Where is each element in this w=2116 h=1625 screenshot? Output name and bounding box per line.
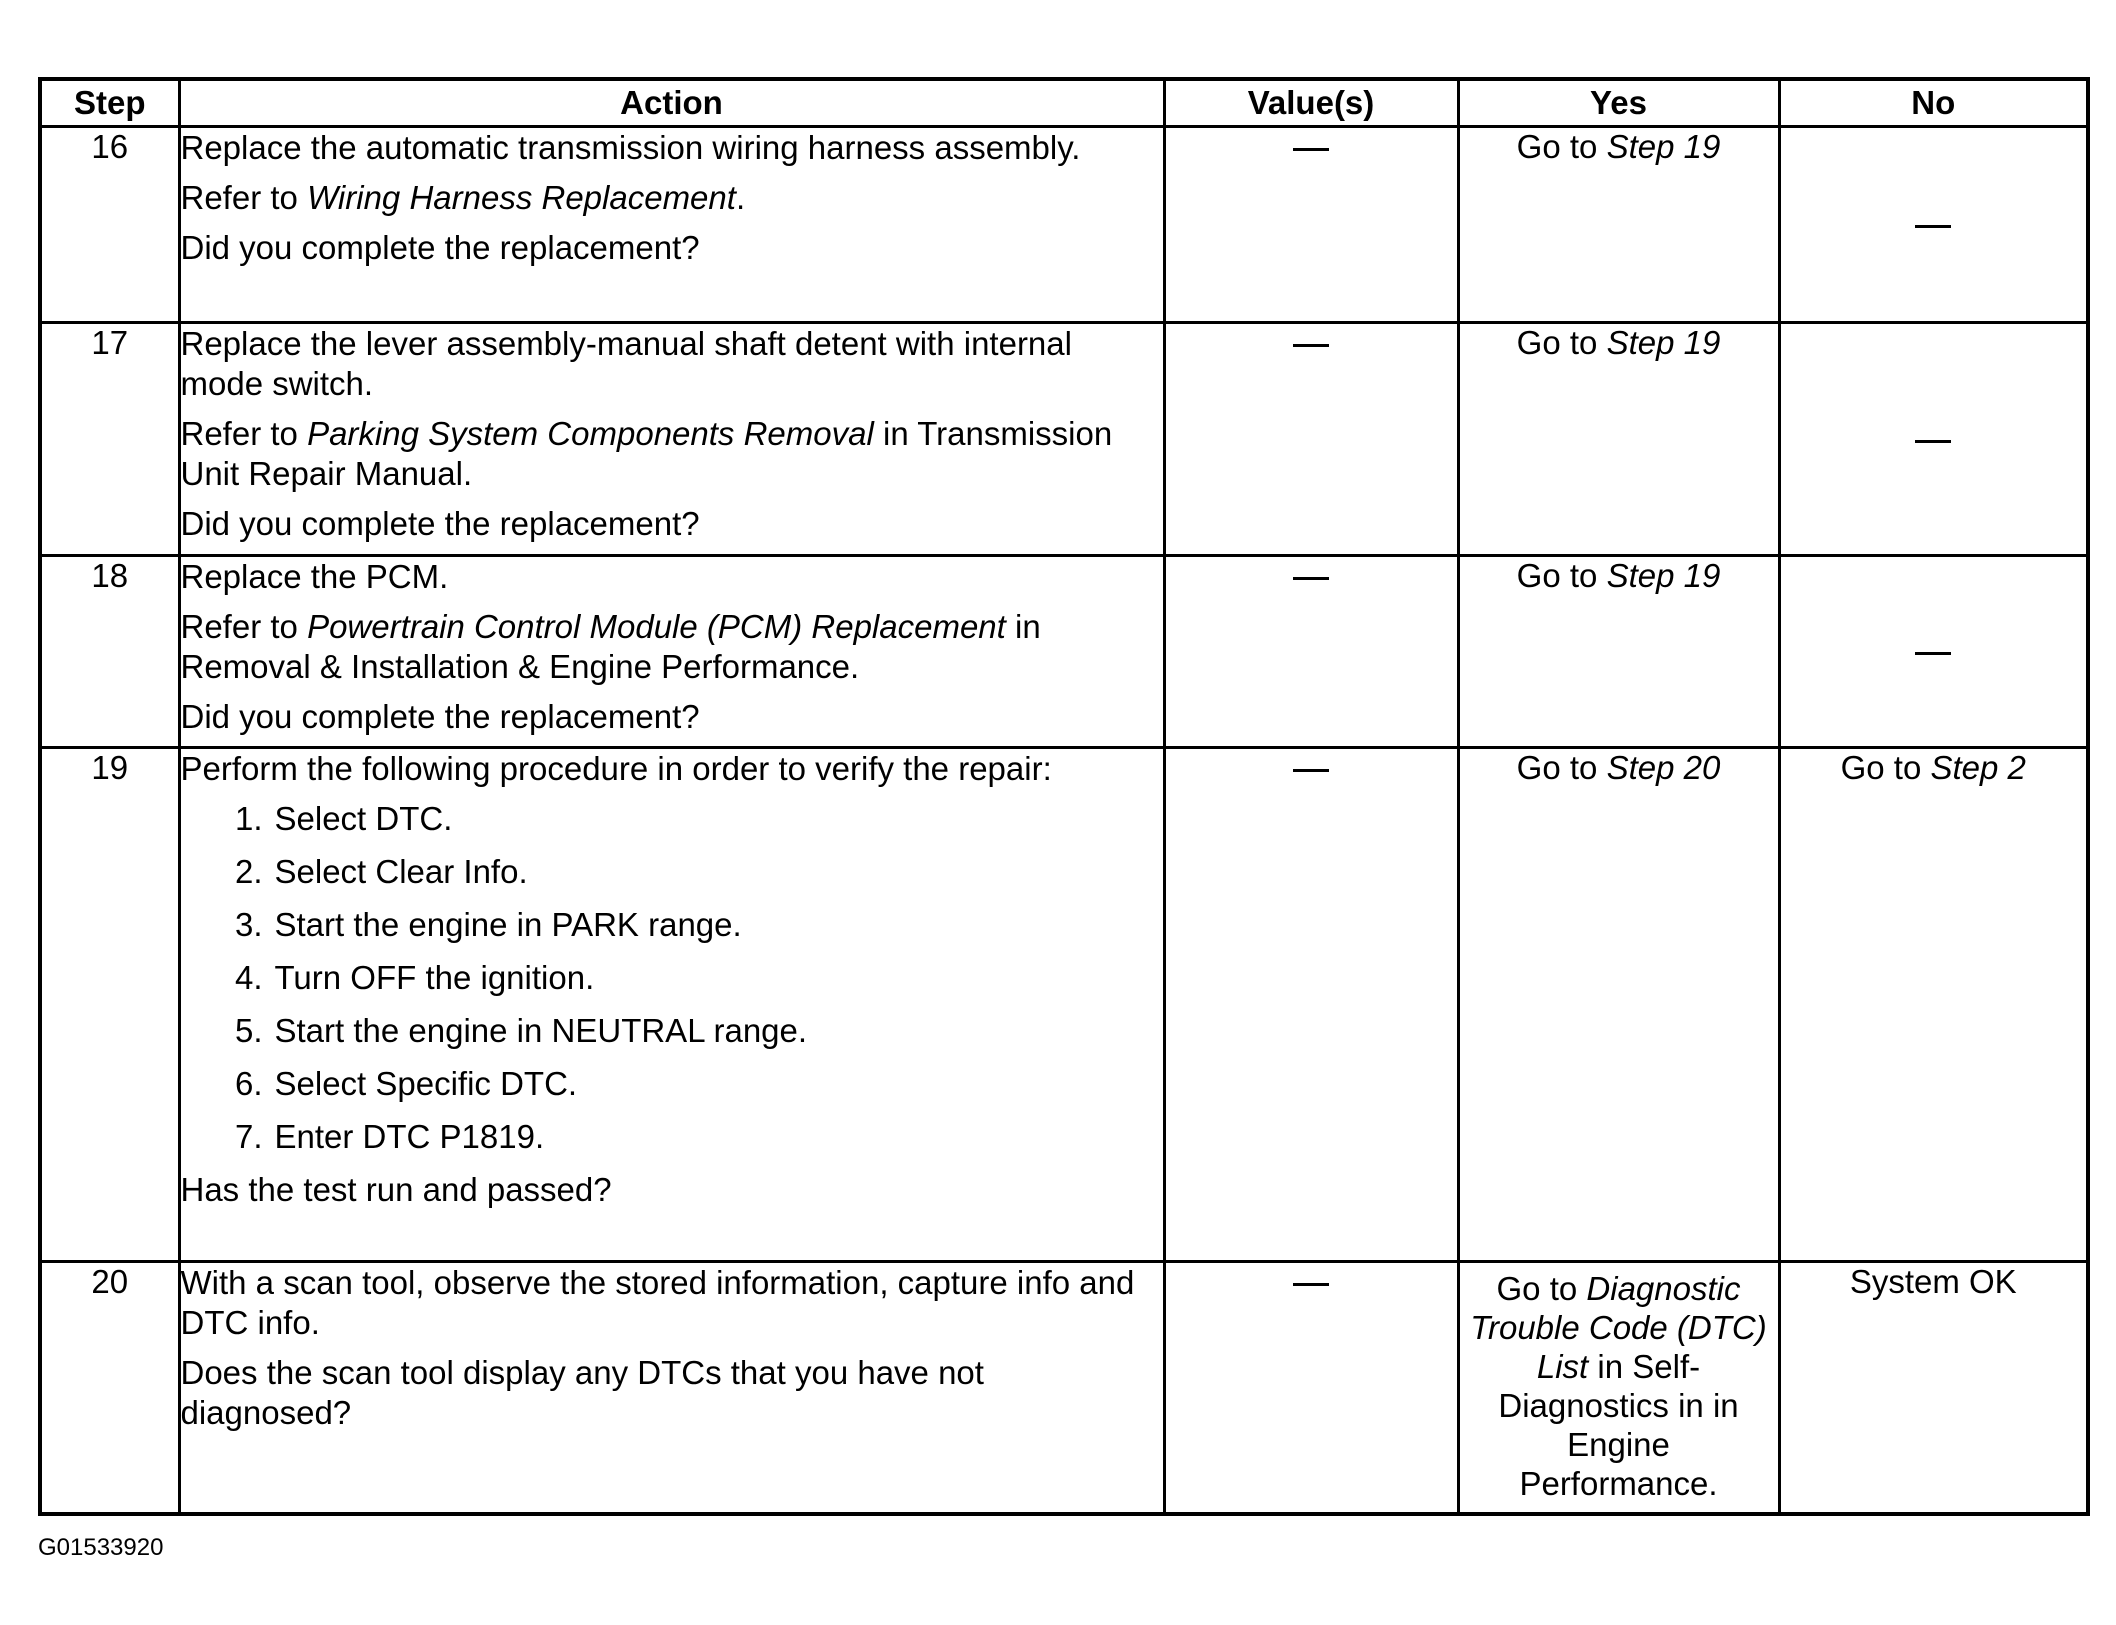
- step-number: 20: [40, 1262, 179, 1514]
- value-cell: [1164, 748, 1458, 1262]
- table-row: [40, 323, 2088, 556]
- header-yes: Yes: [1458, 79, 1779, 127]
- value-cell: [1164, 556, 1458, 748]
- action-question: Does the scan tool display any DTCs that you have not diagnosed?: [180, 1354, 984, 1431]
- action-question: Did you complete the replacement?: [180, 505, 700, 542]
- list-item: 6. Select Specific DTC.: [234, 1065, 578, 1102]
- step-number: 18: [40, 556, 179, 748]
- action-reference: Refer to Wiring Harness Replacement.: [180, 179, 746, 216]
- list-item: 7. Enter DTC P1819.: [234, 1118, 545, 1155]
- dash-mark: [1915, 440, 1951, 443]
- step-number: 17: [40, 323, 179, 556]
- no-cell: [1779, 323, 2088, 556]
- value-cell: [1164, 323, 1458, 556]
- action-text: Replace the automatic transmission wiring harness assembly.: [180, 129, 1081, 166]
- table-row: [40, 748, 2088, 1262]
- action-cell: [179, 127, 1164, 323]
- yes-cell: Go to Step 19: [1458, 127, 1779, 323]
- action-question: Did you complete the replacement?: [180, 229, 700, 266]
- header-row: [40, 79, 2088, 127]
- action-reference: Refer to Powertrain Control Module (PCM) Replacement in Removal & Installation & Engine Performance.: [180, 608, 1041, 685]
- action-reference: Refer to Parking System Components Removal in Transmission Unit Repair Manual.: [180, 415, 1113, 492]
- dash-mark: [1293, 344, 1329, 347]
- list-item: 4. Turn OFF the ignition.: [234, 959, 595, 996]
- header-values: Value(s): [1164, 79, 1458, 127]
- no-cell: System OK: [1779, 1262, 2088, 1514]
- yes-cell: Go to Step 19: [1458, 323, 1779, 556]
- reference-link: Diagnostic Trouble Code (DTC) List: [1470, 1270, 1767, 1385]
- yes-step-link: Step 19: [1606, 324, 1721, 361]
- action-cell: [179, 556, 1164, 748]
- table-row: [40, 1262, 2088, 1514]
- reference-link: Powertrain Control Module (PCM) Replacement: [307, 608, 1006, 645]
- yes-step-link: Step 19: [1606, 557, 1721, 594]
- reference-link: Parking System Components Removal: [307, 415, 874, 452]
- yes-cell: Go to Step 20: [1458, 748, 1779, 1262]
- no-cell: Go to Step 2: [1779, 748, 2088, 1262]
- list-item: 5. Start the engine in NEUTRAL range.: [234, 1012, 808, 1049]
- action-cell: [179, 323, 1164, 556]
- figure-id: G01533920: [38, 1534, 164, 1561]
- yes-step-link: Step 20: [1606, 749, 1721, 786]
- yes-step-link: Step 19: [1606, 128, 1721, 165]
- step-number: 19: [40, 748, 179, 1262]
- yes-cell: Go to Step 19: [1458, 556, 1779, 748]
- dash-mark: [1293, 148, 1329, 151]
- value-cell: [1164, 1262, 1458, 1514]
- list-item: 2. Select Clear Info.: [234, 853, 528, 890]
- no-step-link: Step 2: [1930, 749, 2026, 786]
- action-text: Replace the PCM.: [180, 558, 449, 595]
- header-no: No: [1779, 79, 2088, 127]
- reference-link: Wiring Harness Replacement: [307, 179, 736, 216]
- step-number: 16: [40, 127, 179, 323]
- dash-mark: [1293, 577, 1329, 580]
- list-item: 3. Start the engine in PARK range.: [234, 906, 742, 943]
- action-question: Did you complete the replacement?: [180, 698, 700, 735]
- action-text: Replace the lever assembly-manual shaft detent with internal mode switch.: [180, 325, 1072, 402]
- diagnostic-table: [38, 77, 2090, 1516]
- dash-mark: [1293, 769, 1329, 772]
- action-text: Perform the following procedure in order to verify the repair:: [180, 750, 1052, 787]
- action-text: With a scan tool, observe the stored information, capture info and DTC info.: [180, 1264, 1135, 1341]
- action-cell: [179, 1262, 1164, 1514]
- table-row: [40, 127, 2088, 323]
- header-action: Action: [179, 79, 1164, 127]
- procedure-list: [181, 799, 1163, 1157]
- dash-mark: [1915, 225, 1951, 228]
- dash-mark: [1915, 652, 1951, 655]
- list-item: 1. Select DTC.: [234, 800, 453, 837]
- yes-cell: [1458, 1262, 1779, 1514]
- action-cell: [179, 748, 1164, 1262]
- action-question: Has the test run and passed?: [180, 1171, 612, 1208]
- yes-reference: Go to Diagnostic Trouble Code (DTC) List in Self-Diagnostics in in Engine Performance.: [1470, 1270, 1767, 1502]
- value-cell: [1164, 127, 1458, 323]
- dash-mark: [1293, 1283, 1329, 1286]
- table-row: [40, 556, 2088, 748]
- no-cell: [1779, 556, 2088, 748]
- header-step: Step: [40, 79, 179, 127]
- no-cell: [1779, 127, 2088, 323]
